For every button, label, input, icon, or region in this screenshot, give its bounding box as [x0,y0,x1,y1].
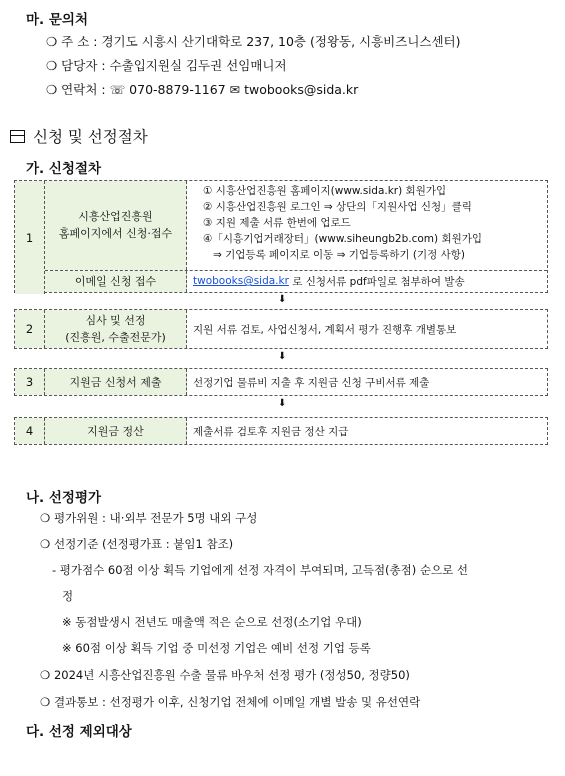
evaluation-tie-note: ※ 동점발생시 전년도 매출액 적은 순으로 선정(소기업 우대) [62,615,362,629]
step-2-number: 2 [15,310,45,348]
down-arrow-icon: ⬇ [278,294,287,305]
section-title-text: 신청 및 선정절차 [33,128,148,146]
step-1-name-line1: 시흥산업진흥원 [78,210,153,224]
step-4-box [14,417,548,445]
step-4-number: 4 [15,418,45,444]
down-arrow-icon: ⬇ [278,351,287,362]
exclusion-heading: 다. 선정 제외대상 [26,724,132,740]
contact-address: ❍ 주 소 : 경기도 시흥시 산기대학로 237, 10층 (정왕동, 시흥비즈니스센터) [46,34,461,49]
section-title [10,125,148,147]
step-4-desc: 제출서류 검토후 지원금 정산 지급 [193,425,349,438]
step-2-name-line2: (진흥원, 수출전문가) [65,331,166,344]
down-arrow-icon: ⬇ [278,398,287,409]
contact-manager: ❍ 담당자 : 수출입지원실 김두권 선임매니저 [46,58,287,73]
step-1-name [45,181,187,270]
step-1-email-text: 로 신청서류 pdf파일로 첨부하여 발송 [288,275,465,288]
step-2-name-line1: 심사 및 선정 [85,314,146,327]
step-1-desc-line: ① 시흥산업진흥원 홈페이지(www.sida.kr) 회원가입 [203,185,447,197]
step-1-desc-line: ⇒ 기업등록 페이지로 이동 ⇒ 기업등록하기 (기정 사항) [203,249,466,261]
contact-phone-email: ❍ 연락처 : ☏ 070-8879-1167 ✉ twobooks@sida.kr [46,82,359,97]
step-1-email-row [45,270,547,292]
step-1-desc-line: ③ 지원 제출 서류 한번에 업로드 [203,217,351,229]
evaluation-score-line: - 평가점수 60점 이상 획득 기업에게 선정 자격이 부여되며, 고득점(총점) 순으로 선 [52,563,468,577]
evaluation-score-line-cont: 정 [62,589,74,603]
step-1-number: 1 [15,181,45,294]
contact-heading: 마. 문의처 [26,12,88,28]
procedure-subheading: 가. 신청절차 [26,161,102,177]
step-1-desc-line: ④「시흥기업거래장터」(www.siheungb2b.com) 회원가입 [203,233,483,245]
step-4-name: 지원금 정산 [45,418,187,444]
step-2-desc: 지원 서류 검토, 사업신청서, 계획서 평가 진행후 개별통보 [193,323,457,336]
step-1-desc [187,181,547,270]
evaluation-2024-line: ❍ 2024년 시흥산업진흥원 수출 물류 바우처 선정 평가 (정성50, 정량50) [40,668,410,682]
email-link[interactable]: twobooks@sida.kr [193,275,289,288]
evaluation-committee: ❍ 평가위원 : 내·외부 전문가 5명 내외 구성 [40,511,258,525]
step-2-box [14,309,548,349]
step-3-number: 3 [15,369,45,395]
step-1-email-name: 이메일 신청 접수 [45,271,187,292]
step-2-name [45,310,187,348]
evaluation-criteria: ❍ 선정기준 (선정평가표 : 붙임1 참조) [40,537,234,551]
section-box-icon [10,130,25,143]
step-1-email-desc [187,271,547,292]
step-3-name: 지원금 신청서 제출 [45,369,187,395]
evaluation-reserve-note: ※ 60점 이상 획득 기업 중 미선정 기업은 예비 선정 기업 등록 [62,641,371,655]
evaluation-result-line: ❍ 결과통보 : 선정평가 이후, 신청기업 전체에 이메일 개별 발송 및 유선연락 [40,695,421,709]
step-1-box [14,180,548,293]
evaluation-heading: 나. 선정평가 [26,490,102,506]
step-3-box [14,368,548,396]
step-1-name-line2: 홈페이지에서 신청·접수 [58,227,173,241]
step-1-desc-line: ② 시흥산업진흥원 로그인 ⇒ 상단의「지원사업 신청」클릭 [203,201,472,213]
step-3-desc: 선정기업 물류비 지출 후 지원금 신청 구비서류 제출 [193,376,430,389]
